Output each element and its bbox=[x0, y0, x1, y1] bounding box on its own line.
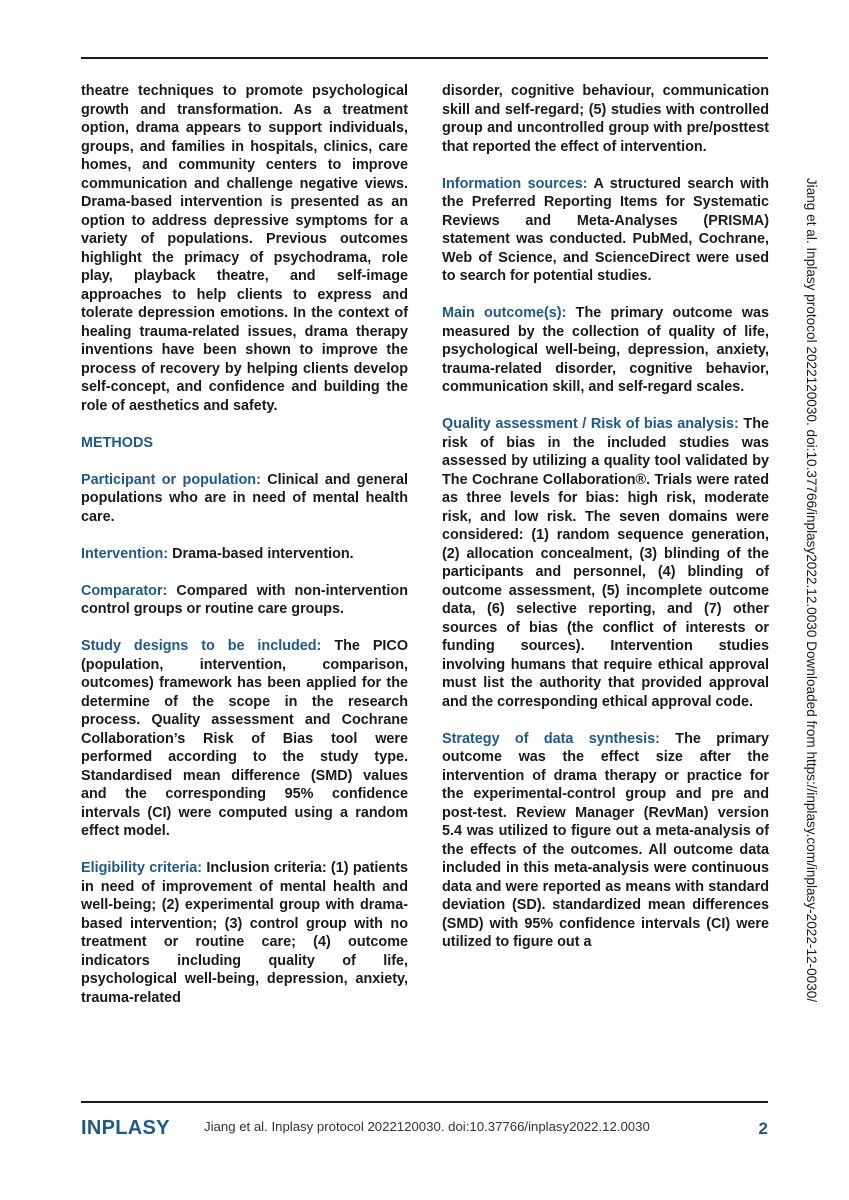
top-rule bbox=[81, 57, 768, 59]
quality-section bbox=[442, 415, 769, 711]
footer-citation: Jiang et al. Inplasy protocol 2022120030. doi:10.37766/inplasy2022.12.0030 bbox=[204, 1119, 650, 1134]
participant-section bbox=[81, 471, 408, 527]
intro-paragraph: theatre techniques to promote psychological growth and transformation. As a treatment option, drama appears to support individuals, groups, and families in hospitals, clinics, care homes, and community centers to improve communication and challenge negative views. Drama-based intervention is presented as an option to address depressive symptoms for a variety of populations. Previous outcomes highlight the primacy of psychodrama, role play, playback theatre, and self-image approaches to help clients to express and tolerate depression emotions. In the context of healing trauma-related issues, drama therapy inventions have been shown to improve the process of recovery by helping clients develop self-concept, and confidence and building the role of aesthetics and safety. bbox=[81, 83, 408, 414]
info-sources-text: A structured search with the Preferred Reporting Items for Systematic Reviews and Meta-Analyses (PRISMA) statement was conducted. PubMed, Cochrane, Web of Science, and ScienceDirect were used to search for potential studies. bbox=[442, 175, 769, 284]
intervention-section bbox=[81, 545, 408, 564]
eligibility-text: Inclusion criteria: (1) patients in need of improvement of mental health and well-being; (2) experimental group with drama-based intervention; (3) control group with no treatment or routine care; (4) outcome indicators including quality of life, psychological well-being, depression, anxiety, trauma-related bbox=[81, 860, 408, 1006]
study-designs-section bbox=[81, 637, 408, 841]
main-outcome-label: Main outcome(s): bbox=[442, 305, 567, 321]
page-number: 2 bbox=[758, 1119, 768, 1138]
info-sources-section bbox=[442, 175, 769, 286]
synthesis-label: Strategy of data synthesis: bbox=[442, 730, 660, 747]
footer-brand: INPLASY bbox=[81, 1117, 170, 1139]
right-column bbox=[442, 82, 769, 970]
side-download-note: Jiang et al. Inplasy protocol 2022120030. doi:10.37766/inplasy2022.12.0030 Downloaded from https://inplasy.com/inplasy-2022-12-0030/ bbox=[804, 177, 819, 1003]
main-outcome-section bbox=[442, 304, 769, 397]
participant-label: Participant or population: bbox=[81, 471, 261, 488]
comparator-label: Comparator: bbox=[81, 582, 168, 599]
intervention-label: Intervention: bbox=[81, 545, 169, 562]
eligibility-section bbox=[81, 859, 408, 1007]
main-outcome-text: The primary outcome was measured by the collection of quality of life, psychological well-being, depression, anxiety, trauma-related disorder, cognitive behavior, communication skill, and self-regard scales. bbox=[442, 305, 769, 395]
study-designs-label: Study designs to be included: bbox=[81, 638, 322, 654]
synthesis-section bbox=[442, 730, 769, 952]
left-column bbox=[81, 82, 408, 1026]
study-designs-text: The PICO (population, intervention, comparison, outcomes) framework has been applied for the determine of the scope in the research process. Quality assessment and Cochrane Collaboration’s Risk of Bias tool were performed according to the study type. Standardised mean difference (SMD) values and the corresponding 95% confidence intervals (CI) were computed using a random effect model. bbox=[81, 638, 409, 839]
quality-label: Quality assessment / Risk of bias analysis: bbox=[442, 416, 739, 432]
quality-text: The risk of bias in the included studies was assessed by utilizing a quality tool validated by The Cochrane Collaboration®. Trials were rated as three levels for bias: high risk, moderate risk, and low risk. The seven domains were considered: (1) random sequence generation, (2) allocation concealment, (3) blinding of the participants and personnel, (4) blinding of outcome assessment, (5) incomplete outcome data, (6) selective reporting, and (7) other sources of bias (the conflict of interests or funding sources). Intervention studies involving humans that require ethical approval must list the authority that provided approval and the corresponding ethical approval code. bbox=[442, 416, 770, 710]
synthesis-text: The primary outcome was the effect size after the intervention of drama therapy or practice for the experimental-control group and pre and post-test. Review Manager (RevMan) version 5.4 was utilized to figure out a meta-analysis of the effects of the outcomes. All outcome data included in this meta-analysis were continuous data and were reported as means with standard deviation (SD). standardized mean differences (SMD) with 95% confidence intervals (CI) were utilized to figure out a bbox=[442, 730, 770, 950]
comparator-text: Compared with non-intervention control groups or routine care groups. bbox=[81, 582, 408, 617]
intervention-text: Drama-based intervention. bbox=[172, 545, 354, 562]
comparator-section bbox=[81, 582, 408, 619]
bottom-rule bbox=[81, 1101, 768, 1103]
continuation-paragraph: disorder, cognitive behaviour, communication skill and self-regard; (5) studies with controlled group and uncontrolled group with pre/posttest that reported the effect of intervention. bbox=[442, 83, 769, 155]
info-sources-label: Information sources: bbox=[442, 175, 588, 192]
participant-text: Clinical and general populations who are in need of mental health care. bbox=[81, 471, 408, 525]
eligibility-label: Eligibility criteria: bbox=[81, 860, 203, 876]
methods-heading: METHODS bbox=[81, 434, 153, 451]
